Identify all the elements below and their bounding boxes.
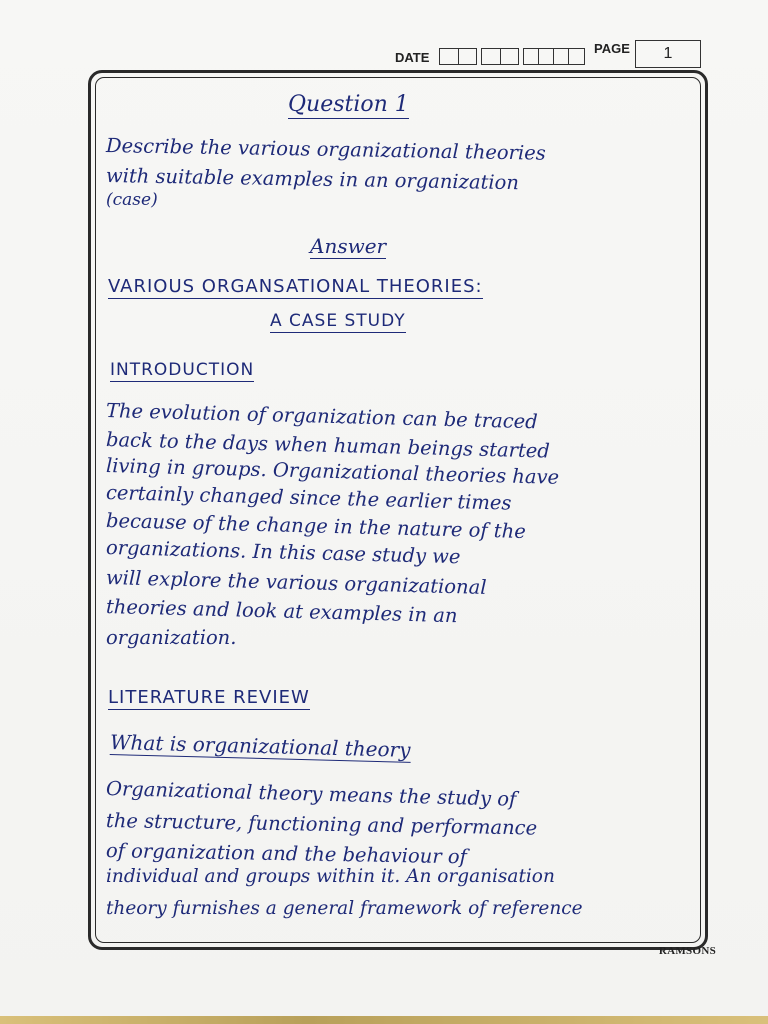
lit-heading: LITERATURE REVIEW xyxy=(108,687,310,708)
intro-line: because of the change in the nature of the xyxy=(105,509,527,543)
intro-line: will explore the various organizational xyxy=(105,566,487,599)
sub-heading: A CASE STUDY xyxy=(270,311,406,331)
main-heading: VARIOUS ORGANSATIONAL THEORIES: xyxy=(108,276,483,297)
date-label: DATE xyxy=(395,50,430,65)
intro-line: organization. xyxy=(106,626,237,649)
intro-line: certainly changed since the earlier times xyxy=(105,481,512,515)
lit-line: Organizational theory means the study of xyxy=(105,777,517,811)
intro-line: theories and look at examples in an xyxy=(105,595,458,628)
lit-line: theory furnishes a general framework of reference xyxy=(106,898,583,919)
question-line: with suitable examples in an organization xyxy=(105,164,520,195)
date-month-boxes xyxy=(481,48,519,65)
table-edge xyxy=(0,1016,768,1024)
intro-line: The evolution of organization can be traced xyxy=(105,399,538,434)
lit-subheading: What is organizational theory xyxy=(109,730,411,762)
page-header xyxy=(395,38,715,72)
question-line: (case) xyxy=(106,190,158,210)
lit-line: of organization and the behaviour of xyxy=(105,839,467,869)
page-number: 1 xyxy=(635,40,701,68)
date-day-boxes xyxy=(439,48,477,65)
intro-line: organizations. In this case study we xyxy=(105,536,461,569)
answer-title: Answer xyxy=(310,234,387,258)
question-title: Question 1 xyxy=(288,92,409,117)
intro-line: living in groups. Organizational theories have xyxy=(105,454,560,489)
intro-heading: INTRODUCTION xyxy=(110,360,255,380)
lit-line: individual and groups within it. An organisation xyxy=(106,866,555,887)
page-label: PAGE xyxy=(594,41,630,56)
intro-line: back to the days when human beings started xyxy=(105,428,551,463)
question-line: Describe the various organizational theories xyxy=(105,134,546,165)
date-year-boxes xyxy=(523,48,585,65)
lit-line: the structure, functioning and performance xyxy=(105,809,538,840)
brand-logo: RAMSONS xyxy=(658,945,716,957)
